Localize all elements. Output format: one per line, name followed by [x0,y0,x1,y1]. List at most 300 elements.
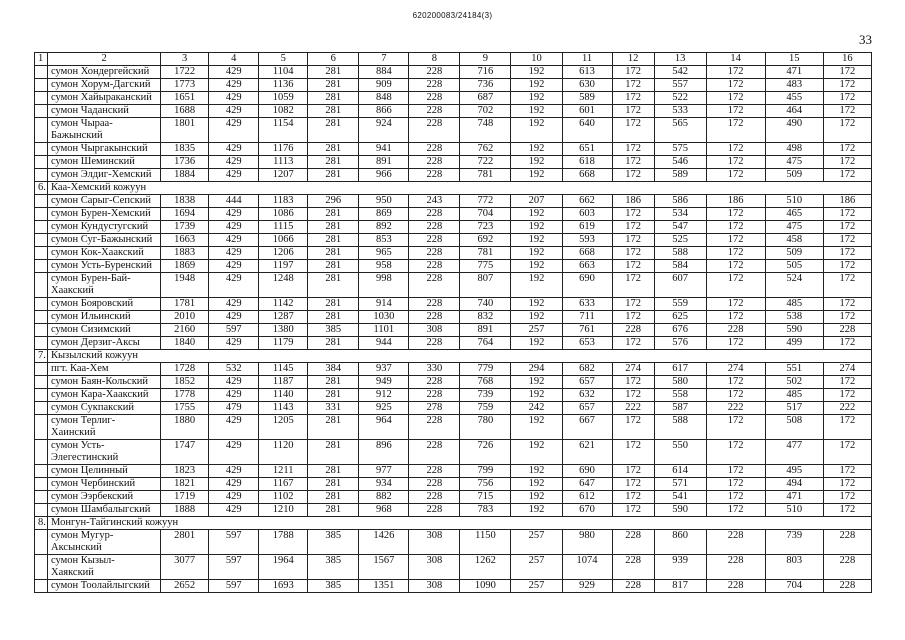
row-index-cell [35,389,48,402]
row-index-cell [35,363,48,376]
value-cell: 832 [460,311,511,324]
table-row [35,402,872,415]
value-cell: 1030 [359,311,409,324]
settlement-name: сумон Шеминский [48,156,161,169]
value-cell: 471 [765,66,823,79]
value-cell: 817 [654,580,706,593]
value-cell: 429 [209,234,259,247]
value-cell: 172 [823,273,871,298]
group-row [35,182,872,195]
row-index-cell [35,555,48,580]
value-cell: 1248 [259,273,308,298]
value-cell: 172 [706,273,765,298]
row-index-cell [35,376,48,389]
row-index-cell [35,92,48,105]
value-cell: 228 [706,555,765,580]
column-header: 3 [161,53,209,66]
value-cell: 172 [823,298,871,311]
value-cell: 330 [409,363,460,376]
value-cell: 228 [612,324,654,337]
value-cell: 1964 [259,555,308,580]
value-cell: 748 [460,118,511,143]
value-cell: 739 [765,530,823,555]
value-cell: 687 [460,92,511,105]
value-cell: 192 [511,376,562,389]
column-header: 6 [308,53,359,66]
value-cell: 429 [209,221,259,234]
value-cell: 891 [359,156,409,169]
value-cell: 1380 [259,324,308,337]
value-cell: 257 [511,324,562,337]
value-cell: 1113 [259,156,308,169]
value-cell: 228 [409,92,460,105]
value-cell: 740 [460,298,511,311]
value-cell: 1888 [161,504,209,517]
column-header: 13 [654,53,706,66]
value-cell: 980 [562,530,612,555]
value-cell: 192 [511,273,562,298]
value-cell: 172 [823,208,871,221]
value-cell: 281 [308,491,359,504]
value-cell: 580 [654,376,706,389]
settlement-name: сумон Кундустугский [48,221,161,234]
row-index-cell [35,324,48,337]
value-cell: 444 [209,195,259,208]
settlement-name: сумон Хайыраканский [48,92,161,105]
value-cell: 662 [562,195,612,208]
value-cell: 281 [308,118,359,143]
value-cell: 1143 [259,402,308,415]
value-cell: 550 [654,440,706,465]
value-cell: 172 [706,66,765,79]
value-cell: 1693 [259,580,308,593]
value-cell: 588 [654,247,706,260]
value-cell: 228 [409,273,460,298]
value-cell: 929 [562,580,612,593]
value-cell: 228 [823,555,871,580]
value-cell: 1210 [259,504,308,517]
value-cell: 172 [612,491,654,504]
value-cell: 603 [562,208,612,221]
row-index-cell [35,208,48,221]
value-cell: 192 [511,491,562,504]
value-cell: 172 [706,440,765,465]
value-cell: 296 [308,195,359,208]
value-cell: 670 [562,504,612,517]
value-cell: 640 [562,118,612,143]
value-cell: 667 [562,415,612,440]
value-cell: 192 [511,156,562,169]
row-index-cell [35,402,48,415]
value-cell: 912 [359,389,409,402]
value-cell: 682 [562,363,612,376]
value-cell: 1115 [259,221,308,234]
value-cell: 896 [359,440,409,465]
table-row [35,247,872,260]
value-cell: 186 [612,195,654,208]
value-cell: 1154 [259,118,308,143]
value-cell: 657 [562,402,612,415]
settlement-name: сумон Чыраа-Бажынский [48,118,161,143]
table-row [35,376,872,389]
value-cell: 589 [654,169,706,182]
table-row [35,208,872,221]
value-cell: 1207 [259,169,308,182]
value-cell: 429 [209,169,259,182]
value-cell: 1426 [359,530,409,555]
value-cell: 228 [612,580,654,593]
value-cell: 772 [460,195,511,208]
value-cell: 192 [511,504,562,517]
settlement-name: сумон Хорум-Дагский [48,79,161,92]
value-cell: 274 [612,363,654,376]
value-cell: 228 [409,105,460,118]
value-cell: 1287 [259,311,308,324]
value-cell: 716 [460,66,511,79]
value-cell: 192 [511,118,562,143]
value-cell: 1059 [259,92,308,105]
value-cell: 429 [209,118,259,143]
value-cell: 172 [823,92,871,105]
value-cell: 172 [612,169,654,182]
settlement-name: сумон Элдиг-Хемский [48,169,161,182]
value-cell: 172 [612,143,654,156]
value-cell: 385 [308,324,359,337]
column-header: 9 [460,53,511,66]
table-row [35,491,872,504]
value-cell: 281 [308,221,359,234]
value-cell: 308 [409,555,460,580]
value-cell: 281 [308,465,359,478]
value-cell: 172 [706,234,765,247]
value-cell: 525 [654,234,706,247]
settlement-name: сумон Чербинский [48,478,161,491]
value-cell: 586 [654,195,706,208]
value-cell: 764 [460,337,511,350]
value-cell: 172 [823,105,871,118]
value-cell: 495 [765,465,823,478]
value-cell: 192 [511,260,562,273]
value-cell: 172 [706,491,765,504]
value-cell: 192 [511,79,562,92]
value-cell: 799 [460,465,511,478]
value-cell: 892 [359,221,409,234]
value-cell: 914 [359,298,409,311]
value-cell: 228 [409,504,460,517]
value-cell: 281 [308,376,359,389]
value-cell: 1187 [259,376,308,389]
value-cell: 172 [823,440,871,465]
table-row [35,260,872,273]
value-cell: 524 [765,273,823,298]
value-cell: 597 [209,555,259,580]
group-name: Кызылский кожуун [48,350,872,363]
value-cell: 172 [706,105,765,118]
value-cell: 1948 [161,273,209,298]
value-cell: 613 [562,66,612,79]
value-cell: 783 [460,504,511,517]
value-cell: 1739 [161,221,209,234]
table-row [35,273,872,298]
value-cell: 228 [409,66,460,79]
value-cell: 172 [612,247,654,260]
value-cell: 192 [511,465,562,478]
value-cell: 668 [562,169,612,182]
settlement-name: сумон Кара-Хаакский [48,389,161,402]
table-row [35,221,872,234]
value-cell: 455 [765,92,823,105]
value-cell: 172 [706,92,765,105]
value-cell: 281 [308,260,359,273]
value-cell: 172 [823,66,871,79]
value-cell: 1788 [259,530,308,555]
value-cell: 1801 [161,118,209,143]
value-cell: 429 [209,465,259,478]
value-cell: 1823 [161,465,209,478]
row-index-cell [35,273,48,298]
value-cell: 192 [511,105,562,118]
row-index-cell [35,298,48,311]
value-cell: 228 [706,530,765,555]
value-cell: 756 [460,478,511,491]
table-row [35,92,872,105]
value-cell: 593 [562,234,612,247]
value-cell: 172 [706,208,765,221]
value-cell: 517 [765,402,823,415]
settlement-name: сумон Кок-Хаакский [48,247,161,260]
value-cell: 1835 [161,143,209,156]
value-cell: 1179 [259,337,308,350]
value-cell: 508 [765,415,823,440]
value-cell: 172 [612,234,654,247]
value-cell: 172 [612,92,654,105]
value-cell: 475 [765,156,823,169]
value-cell: 1086 [259,208,308,221]
value-cell: 1747 [161,440,209,465]
settlement-name: сумон Ээрбекский [48,491,161,504]
value-cell: 934 [359,478,409,491]
value-cell: 651 [562,143,612,156]
value-cell: 726 [460,440,511,465]
settlement-name: сумон Бурен-Бай-Хаакский [48,273,161,298]
document-id: 620200083/24184(3) [412,11,493,20]
value-cell: 458 [765,234,823,247]
value-cell: 704 [765,580,823,593]
value-cell: 281 [308,415,359,440]
row-index-cell [35,221,48,234]
value-cell: 192 [511,478,562,491]
value-cell: 1102 [259,491,308,504]
value-cell: 281 [308,273,359,298]
value-cell: 866 [359,105,409,118]
value-cell: 571 [654,478,706,491]
settlement-name: сумон Баян-Кольский [48,376,161,389]
table-row [35,143,872,156]
value-cell: 257 [511,555,562,580]
value-cell: 172 [823,491,871,504]
value-cell: 1262 [460,555,511,580]
value-cell: 281 [308,440,359,465]
table-row [35,79,872,92]
value-cell: 966 [359,169,409,182]
row-index-cell [35,66,48,79]
value-cell: 278 [409,402,460,415]
value-cell: 172 [823,465,871,478]
value-cell: 663 [562,260,612,273]
table-row [35,337,872,350]
value-cell: 228 [409,247,460,260]
column-header: 12 [612,53,654,66]
value-cell: 950 [359,195,409,208]
row-index-cell [35,311,48,324]
value-cell: 192 [511,389,562,402]
value-cell: 172 [612,311,654,324]
value-cell: 429 [209,92,259,105]
value-cell: 228 [409,156,460,169]
value-cell: 499 [765,337,823,350]
data-table [34,52,872,593]
value-cell: 385 [308,580,359,593]
value-cell: 192 [511,208,562,221]
value-cell: 172 [706,247,765,260]
value-cell: 429 [209,504,259,517]
column-header: 16 [823,53,871,66]
value-cell: 257 [511,580,562,593]
value-cell: 172 [823,415,871,440]
value-cell: 172 [706,221,765,234]
value-cell: 483 [765,79,823,92]
value-cell: 532 [209,363,259,376]
value-cell: 172 [823,143,871,156]
settlement-name: сумон Сизимский [48,324,161,337]
value-cell: 172 [706,143,765,156]
value-cell: 429 [209,311,259,324]
value-cell: 172 [612,376,654,389]
value-cell: 779 [460,363,511,376]
column-header: 14 [706,53,765,66]
value-cell: 612 [562,491,612,504]
row-index-cell [35,156,48,169]
value-cell: 509 [765,247,823,260]
value-cell: 618 [562,156,612,169]
value-cell: 1840 [161,337,209,350]
column-header: 5 [259,53,308,66]
value-cell: 1183 [259,195,308,208]
value-cell: 429 [209,156,259,169]
value-cell: 968 [359,504,409,517]
value-cell: 941 [359,143,409,156]
value-cell: 853 [359,234,409,247]
value-cell: 3077 [161,555,209,580]
column-header: 10 [511,53,562,66]
settlement-name: пгт. Каа-Хем [48,363,161,376]
value-cell: 172 [823,504,871,517]
value-cell: 172 [612,465,654,478]
table-row [35,389,872,402]
group-row [35,350,872,363]
value-cell: 1074 [562,555,612,580]
value-cell: 1694 [161,208,209,221]
value-cell: 172 [823,156,871,169]
value-cell: 589 [562,92,612,105]
value-cell: 1883 [161,247,209,260]
value-cell: 617 [654,363,706,376]
value-cell: 308 [409,530,460,555]
table-row [35,478,872,491]
value-cell: 228 [409,234,460,247]
value-cell: 1663 [161,234,209,247]
value-cell: 692 [460,234,511,247]
value-cell: 882 [359,491,409,504]
value-cell: 429 [209,415,259,440]
value-cell: 597 [209,324,259,337]
value-cell: 601 [562,105,612,118]
value-cell: 1838 [161,195,209,208]
row-index-cell [35,118,48,143]
value-cell: 172 [706,79,765,92]
value-cell: 281 [308,208,359,221]
value-cell: 502 [765,376,823,389]
value-cell: 1211 [259,465,308,478]
value-cell: 228 [706,580,765,593]
row-index-cell [35,440,48,465]
value-cell: 228 [409,376,460,389]
value-cell: 884 [359,66,409,79]
value-cell: 891 [460,324,511,337]
settlement-name: сумон Дерзиг-Аксы [48,337,161,350]
value-cell: 172 [706,376,765,389]
value-cell: 559 [654,298,706,311]
settlement-name: сумон Бояровский [48,298,161,311]
value-cell: 1778 [161,389,209,402]
value-cell: 977 [359,465,409,478]
table-row [35,324,872,337]
row-index-cell [35,260,48,273]
row-index-cell [35,247,48,260]
value-cell: 228 [409,79,460,92]
value-cell: 172 [612,156,654,169]
value-cell: 1206 [259,247,308,260]
value-cell: 597 [209,530,259,555]
value-cell: 243 [409,195,460,208]
value-cell: 172 [612,273,654,298]
value-cell: 172 [823,247,871,260]
value-cell: 1852 [161,376,209,389]
column-header: 11 [562,53,612,66]
value-cell: 723 [460,221,511,234]
value-cell: 576 [654,337,706,350]
settlement-name: сумон Чыргакынский [48,143,161,156]
value-cell: 192 [511,337,562,350]
value-cell: 1140 [259,389,308,402]
value-cell: 584 [654,260,706,273]
value-cell: 172 [612,221,654,234]
page-number: 33 [859,32,872,47]
value-cell: 2652 [161,580,209,593]
group-number: 6. [35,182,48,195]
value-cell: 228 [823,530,871,555]
value-cell: 510 [765,195,823,208]
value-cell: 711 [562,311,612,324]
value-cell: 228 [409,143,460,156]
value-cell: 228 [409,260,460,273]
value-cell: 172 [706,504,765,517]
value-cell: 172 [612,105,654,118]
column-header: 4 [209,53,259,66]
value-cell: 768 [460,376,511,389]
value-cell: 704 [460,208,511,221]
value-cell: 281 [308,92,359,105]
